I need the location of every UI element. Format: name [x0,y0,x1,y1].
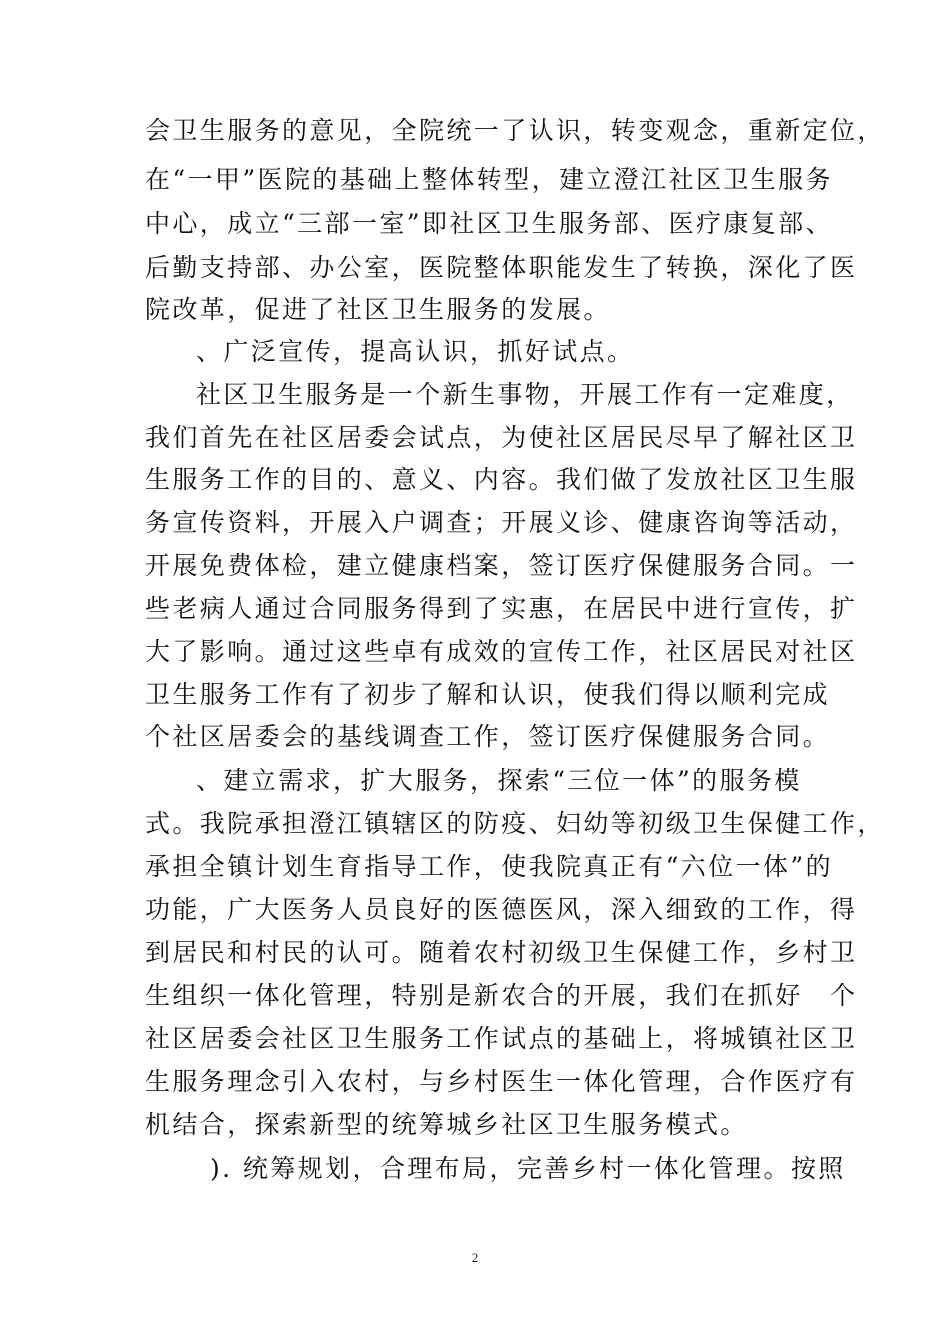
section-heading: 、建立需求，扩大服务，探索“三位一体”的服务模 [196,766,802,795]
body-text-line: 务宣传资料，开展入户调查；开展义诊、健康咨询等活动， [145,508,858,537]
section-heading: 、广泛宣传，提高认识，抓好试点。 [196,337,635,366]
body-text-line: 我们首先在社区居委会试点，为使社区居民尽早了解社区卫 [145,423,858,452]
body-text-line: 生组织一体化管理，特别是新农合的开展，我们在抓好 个 [145,981,858,1010]
section-heading: ). 统筹规划，合理布局，完善乡村一体化管理。按照 [210,1154,846,1183]
body-text-line: 到居民和村民的认可。随着农村初级卫生保健工作，乡村卫 [145,938,858,967]
body-text-line: 卫生服务工作有了初步了解和认识，使我们得以顺利完成 [145,680,831,709]
body-text-line: 些老病人通过合同服务得到了实惠，在居民中进行宣传，扩 [145,594,858,623]
body-text-line: 在“一甲”医院的基础上整体转型，建立澄江社区卫生服务 [145,165,833,194]
body-text-line: 中心，成立“三部一室”即社区卫生服务部、医疗康复部、 [145,209,833,238]
body-text-line: 个社区居委会的基线调查工作，签订医疗保健服务合同。 [145,722,831,751]
body-text-line: 后勤支持部、办公室，医院整体职能发生了转换，深化了医 [145,253,858,282]
body-text-line: 功能，广大医务人员良好的医德医风，深入细致的工作，得 [145,895,858,924]
body-text-line: 机结合，探索新型的统筹城乡社区卫生服务模式。 [145,1110,748,1139]
body-text-line: 承担全镇计划生育指导工作，使我院真正有“六位一体”的 [145,852,833,881]
body-text-line: 院改革，促进了社区卫生服务的发展。 [145,295,611,324]
body-text-line: 生服务工作的目的、意义、内容。我们做了发放社区卫生服 [145,465,858,494]
body-text-line: 社区卫生服务是一个新生事物，开展工作有一定难度， [196,380,854,409]
body-text-line: 社区居委会社区卫生服务工作试点的基础上，将城镇社区卫 [145,1024,858,1053]
body-text-line: 会卫生服务的意见，全院统一了认识，转变观念，重新定位， [145,116,885,145]
page-number: 2 [471,1250,479,1265]
body-text-line: 大了影响。通过这些卓有成效的宣传工作，社区居民对社区 [145,637,858,666]
body-text-line: 生服务理念引入农村，与乡村医生一体化管理，合作医疗有 [145,1067,858,1096]
body-text-line: 开展免费体检，建立健康档案，签订医疗保健服务合同。一 [145,551,858,580]
body-text-line: 式。我院承担澄江镇辖区的防疫、妇幼等初级卫生保健工作， [145,809,885,838]
